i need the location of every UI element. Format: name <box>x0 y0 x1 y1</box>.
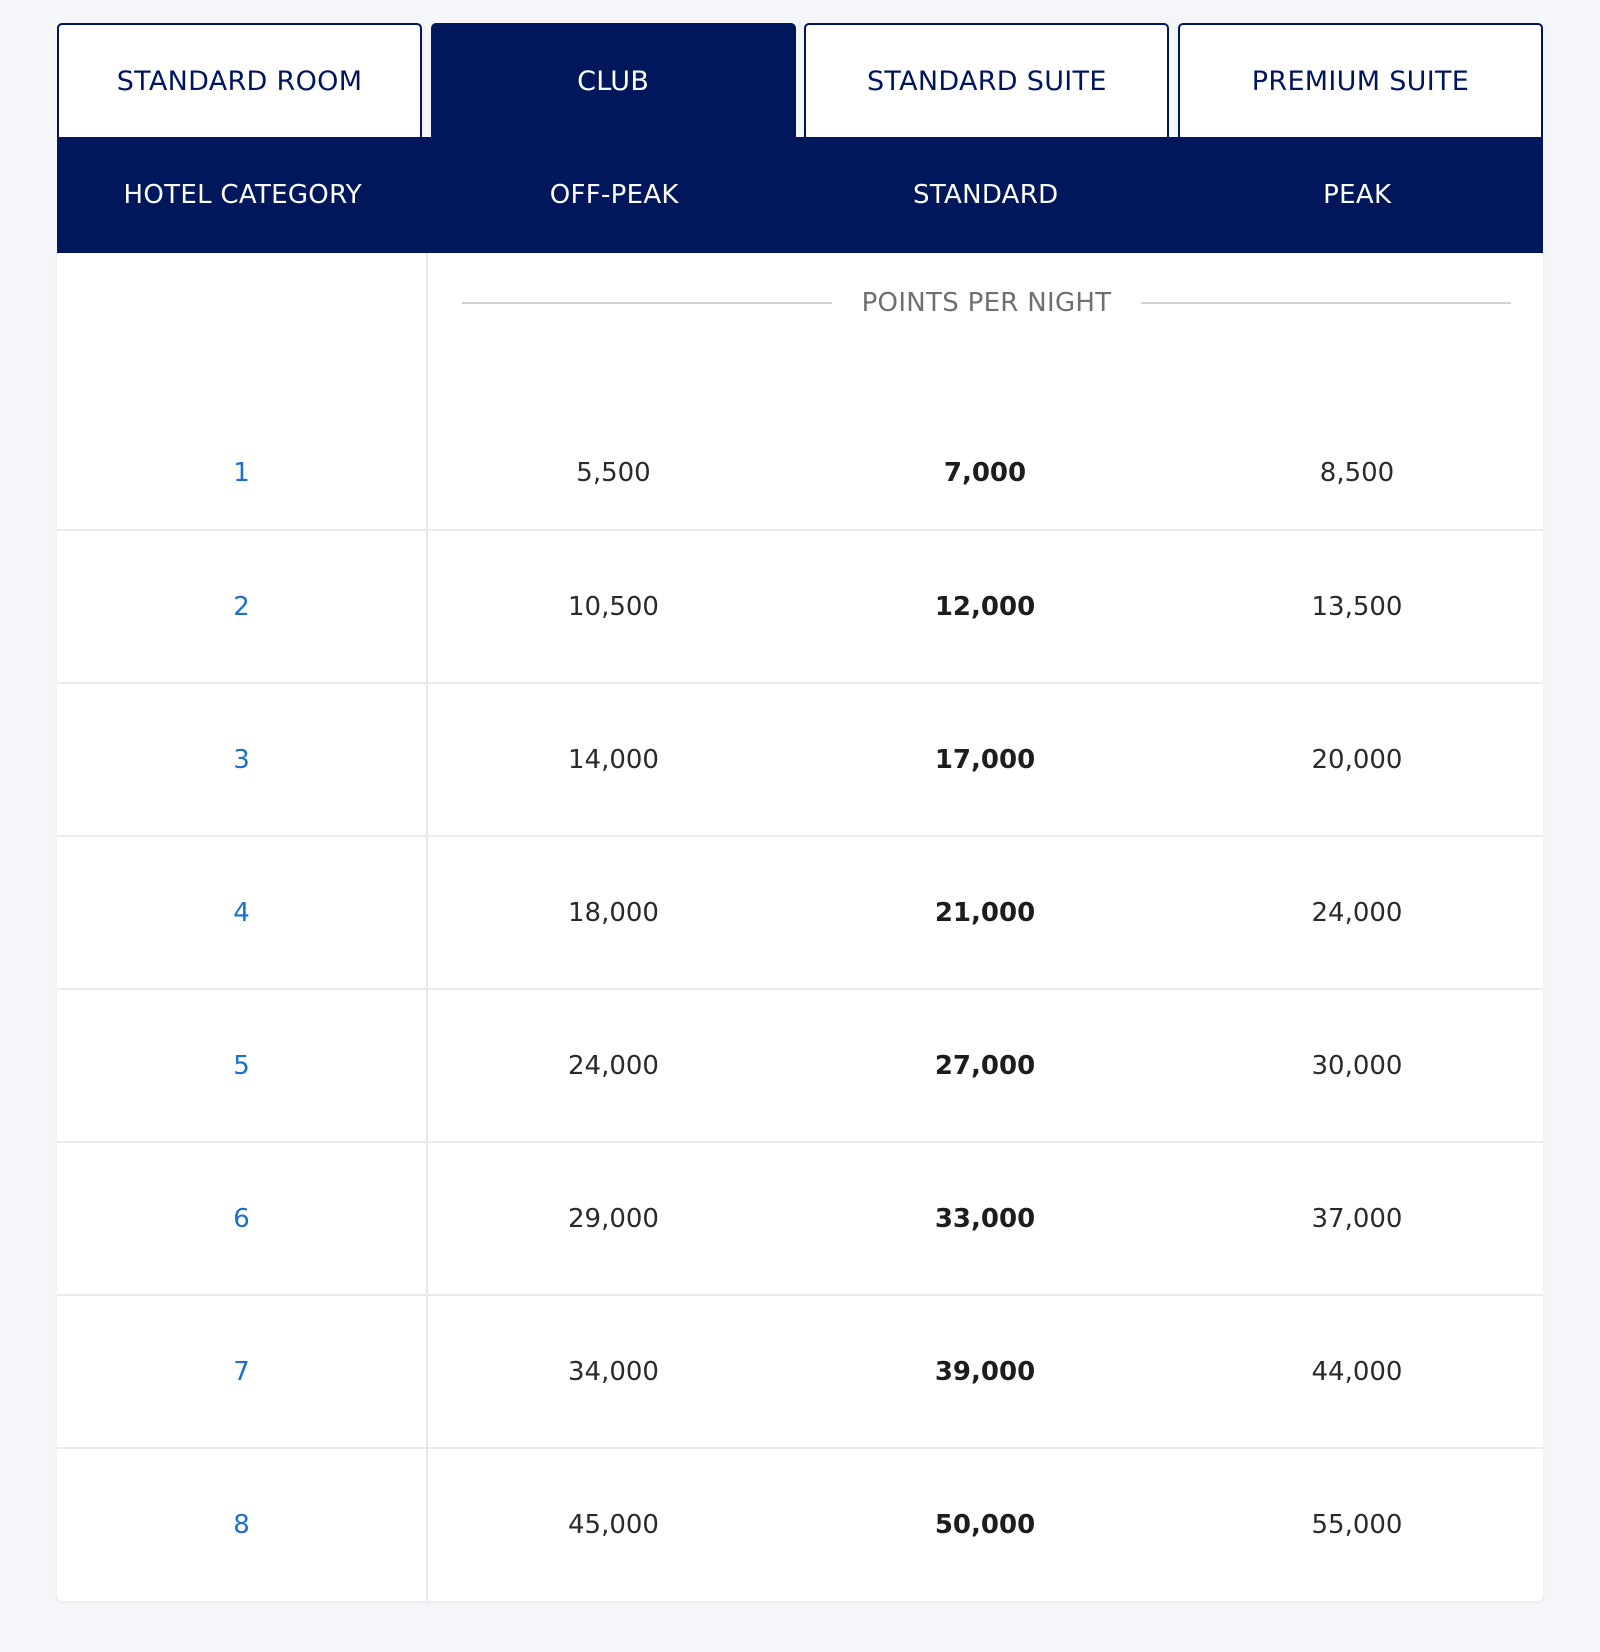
tab-club[interactable]: CLUB <box>431 23 796 137</box>
category-link[interactable]: 8 <box>57 1449 428 1601</box>
table-row <box>57 837 1543 990</box>
divider-line-left <box>462 302 832 304</box>
points-per-night-row <box>57 253 1543 416</box>
peak-value: 30,000 <box>1311 1050 1403 1081</box>
table-row <box>57 1143 1543 1296</box>
category-link[interactable]: 1 <box>57 416 428 529</box>
peak-value: 8,500 <box>1319 457 1395 488</box>
points-per-night-label: POINTS PER NIGHT <box>861 288 1112 318</box>
table-row <box>57 416 1543 531</box>
standard-value: 50,000 <box>934 1510 1036 1540</box>
off-peak-value: 45,000 <box>568 1510 659 1540</box>
header-off-peak: OFF-PEAK <box>549 180 679 210</box>
peak-value: 44,000 <box>1311 1356 1403 1387</box>
category-link[interactable]: 5 <box>57 990 428 1141</box>
table-row <box>57 684 1543 837</box>
off-peak-value: 24,000 <box>568 1050 659 1081</box>
category-link[interactable]: 2 <box>57 531 428 682</box>
peak-value: 24,000 <box>1311 897 1403 928</box>
peak-value: 13,500 <box>1311 591 1403 622</box>
off-peak-value: 10,500 <box>568 591 659 622</box>
points-table <box>57 253 1543 1601</box>
standard-value: 12,000 <box>934 591 1036 622</box>
header-hotel-category: HOTEL CATEGORY <box>123 180 362 210</box>
off-peak-value: 18,000 <box>568 897 659 928</box>
standard-value: 21,000 <box>934 897 1036 928</box>
standard-value: 17,000 <box>934 744 1036 775</box>
peak-value: 20,000 <box>1311 744 1403 775</box>
category-link[interactable]: 6 <box>57 1143 428 1294</box>
table-row <box>57 990 1543 1143</box>
off-peak-value: 34,000 <box>568 1356 659 1387</box>
tab-standard-suite[interactable]: STANDARD SUITE <box>804 23 1169 137</box>
category-link[interactable]: 7 <box>57 1296 428 1447</box>
off-peak-value: 5,500 <box>576 457 651 488</box>
standard-value: 27,000 <box>934 1050 1036 1081</box>
divider-line-right <box>1141 302 1511 304</box>
tab-premium-suite[interactable]: PREMIUM SUITE <box>1178 23 1543 137</box>
table-row <box>57 1296 1543 1449</box>
off-peak-value: 29,000 <box>568 1203 659 1234</box>
table-row <box>57 1449 1543 1601</box>
header-peak: PEAK <box>1323 180 1392 210</box>
room-type-tabs <box>57 23 1543 137</box>
category-link[interactable]: 4 <box>57 837 428 988</box>
peak-value: 55,000 <box>1311 1510 1403 1540</box>
peak-value: 37,000 <box>1311 1203 1403 1234</box>
off-peak-value: 14,000 <box>568 744 659 775</box>
standard-value: 7,000 <box>943 457 1027 488</box>
category-column-spacer <box>57 253 428 416</box>
header-standard: STANDARD <box>913 180 1059 210</box>
points-per-night-area <box>428 253 1543 416</box>
standard-value: 39,000 <box>934 1356 1036 1387</box>
standard-value: 33,000 <box>934 1203 1036 1234</box>
table-row <box>57 531 1543 684</box>
points-per-night-divider <box>462 288 1511 318</box>
category-link[interactable]: 3 <box>57 684 428 835</box>
table-header <box>57 137 1543 253</box>
award-chart <box>57 23 1543 1601</box>
tab-standard-room[interactable]: STANDARD ROOM <box>57 23 422 137</box>
